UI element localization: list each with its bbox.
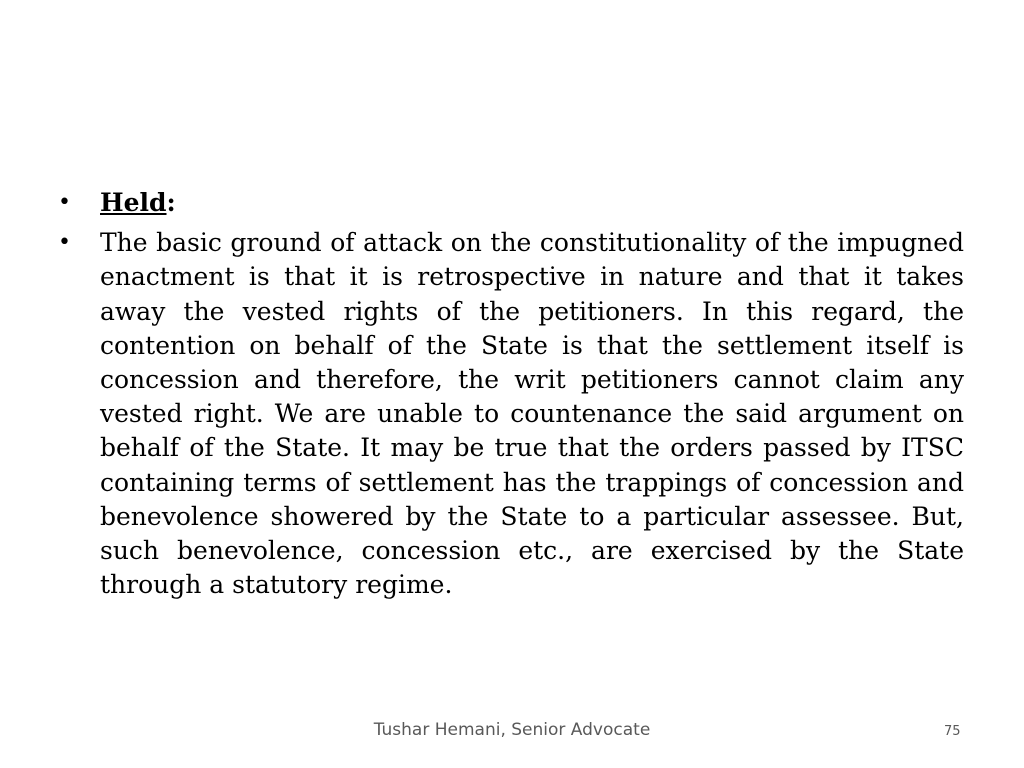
bullet-dot-icon: • [58,190,71,215]
bullet-held [58,186,964,220]
judgment-paragraph: The basic ground of attack on the constitutionality of the impugned enactment is that it is retrospective in nature and that it takes away the vested rights of the petitioners. In this regard, the contention on behalf of the State is that the settlement itself is concession and therefore, the writ petitioners cannot claim any vested right. We are unable to countenance the said argument on behalf of the State. It may be true that the orders passed by ITSC containing terms of settlement has the trappings of concession and benevolence showered by the State to a particular assessee. But, such benevolence, concession etc., are exercised by the State through a statutory regime. [100,228,964,600]
held-colon: : [166,188,176,217]
bullet-dot-icon: • [58,230,71,256]
bullet-list [58,186,964,602]
held-heading: Held [100,188,167,217]
bullet-paragraph [58,226,964,602]
footer-author: Tushar Hemani, Senior Advocate [373,720,651,740]
page-number: 75 [944,724,961,739]
